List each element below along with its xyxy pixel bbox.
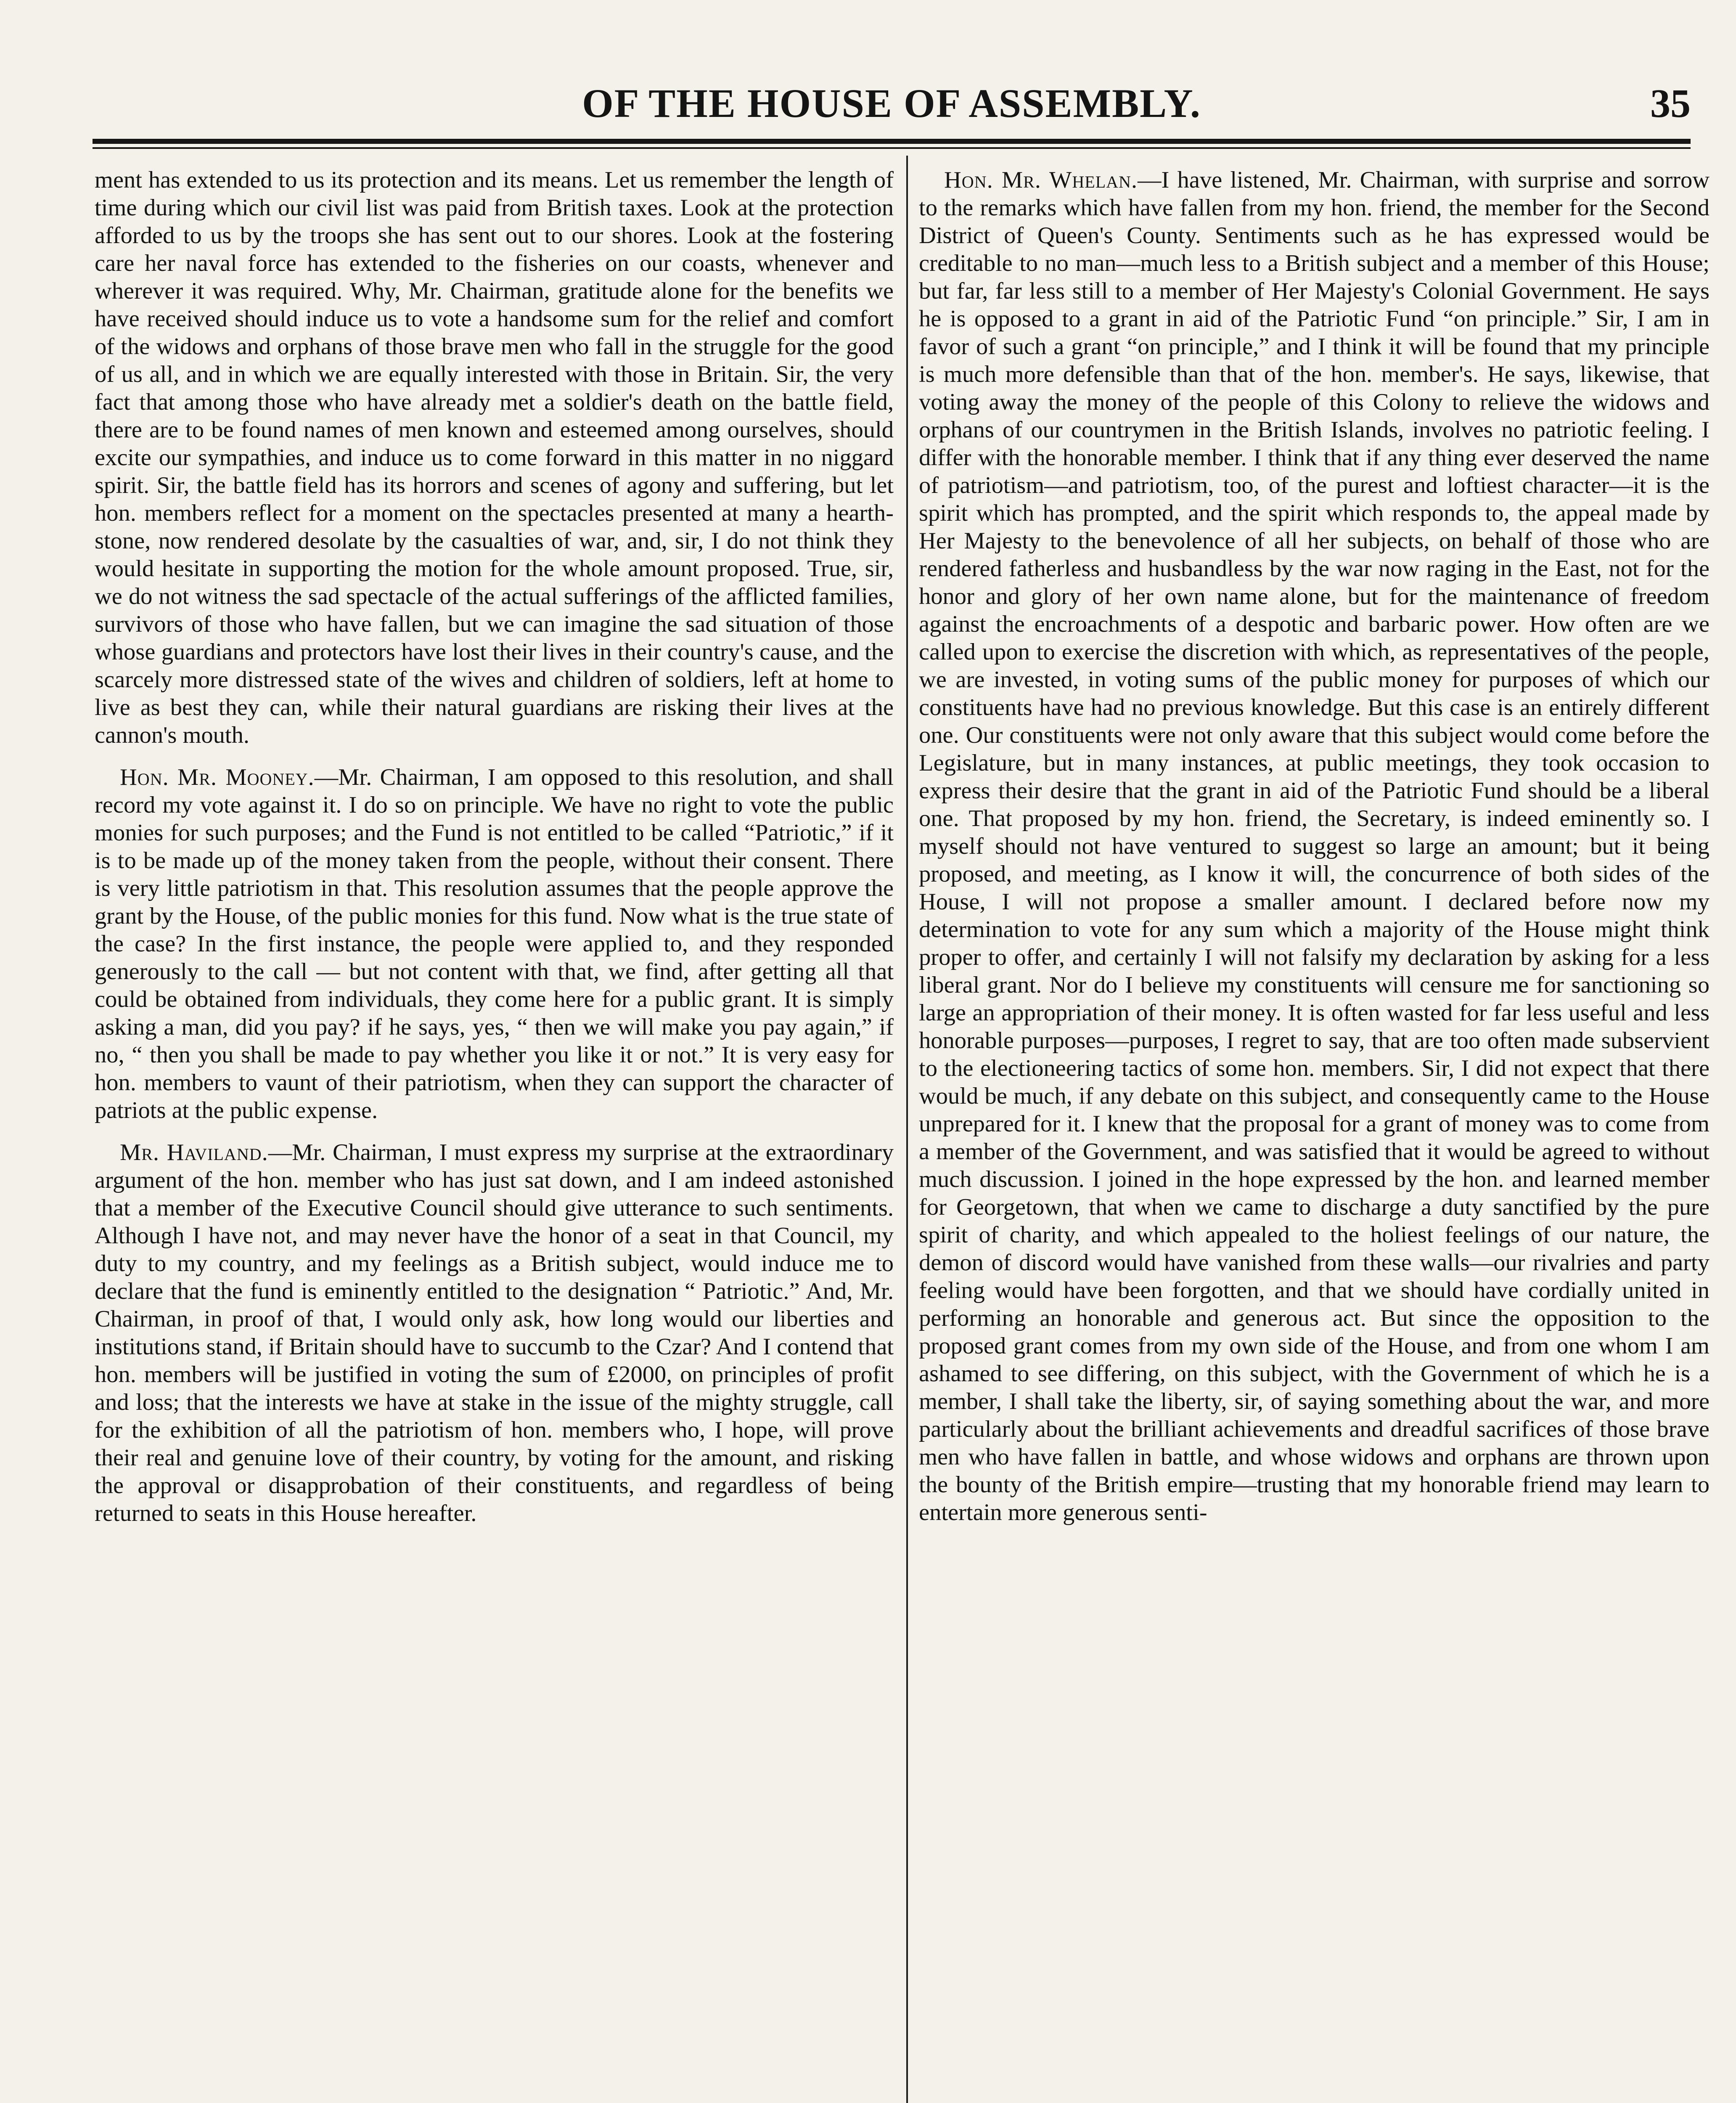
speech-mooney (95, 763, 894, 1124)
speech-whelan (919, 166, 1710, 1526)
right-column (919, 166, 1710, 2103)
continued-paragraph: ment has extended to us its protection and its means. Let us remember the length of time during which our civil list was paid from British taxes. Look at the protection afforded to us by the troops she has sent out to our shores. Look at the fostering care her naval force has extended to the fisheries on our coasts, whenever and wherever it was required. Why, Mr. Chairman, gratitude alone for the benefits we have received should induce us to vote a handsome sum for the relief and comfort of the widows and orphans of those brave men who fall in the struggle for the good of us all, and in which we are equally interested with those in Britain. Sir, the very fact that among those who have already met a soldier's death on the battle field, there are to be found names of men known and esteemed among ourselves, should excite our sympathies, and induce us to come forward in this matter in no niggard spirit. Sir, the battle field has its horrors and scenes of agony and suffering, but let hon. members reflect for a moment on the spectacles presented at many a hearth-stone, now rendered desolate by the casualties of war, and, sir, I do not think they would hesitate in supporting the motion for the whole amount proposed. True, sir, we do not witness the sad spectacle of the actual sufferings of the afflicted families, survivors of those who have fallen, but we can imagine the sad situation of those whose guardians and protectors have lost their lives in their country's cause, and the scarcely more distressed state of the wives and children of soldiers, left at home to live as best they can, while their natural guardians are risking their lives at the cannon's mouth. (95, 167, 894, 748)
speech-text: —I have listened, Mr. Chairman, with surprise and sorrow to the remarks which have fallen from my hon. friend, the member for the Second District of Queen's County. Sentiments such as he has expressed would be creditable to no man—much less to a British subject and a member of this House; but far, far less still to a member of Her Majesty's Colonial Government. He says he is opposed to a grant in aid of the Patriotic Fund “on principle.” Sir, I am in favor of such a grant “on principle,” and I think it will be found that my principle is much more defensible than that of the hon. member's. He says, likewise, that voting away the money of the people of this Colony to relieve the widows and orphans of our countrymen in the British Islands, involves no patriotic feeling. I differ with the honorable member. I think that if any thing ever deserved the name of patriotism—and patriotism, too, of the purest and loftiest character—it is the spirit which has prompted, and the spirit which responds to, the appeal made by Her Majesty to the benevolence of all her subjects, on behalf of those who are rendered fatherless and husbandless by the war now raging in the East, not for the honor and glory of her own name alone, but for the maintenance of freedom against the encroachments of a despotic and barbaric power. How often are we called upon to exercise the discretion with which, as representatives of the people, we are invested, in voting sums of the public money for purposes of which our constituents have had no previous knowledge. But this case is an entirely different one. Our constituents were not only aware that this subject would come before the Legislature, but in many instances, at public meetings, they took occasion to express their desire that the grant in aid of the Patriotic Fund should be a liberal one. That proposed by my hon. friend, the Secretary, is indeed eminently so. I myself should not have ventured to suggest so large an amount; but it being proposed, and meeting, as I know it will, the concurrence of both sides of the House, I will not propose a smaller amount. I declared before now my determination to vote for any sum which a majority of the House might think proper to offer, and certainly I will not falsify my declaration by asking for a less liberal grant. Nor do I believe my constituents will censure me for sanctioning so large an appropriation of their money. It is often wasted for far less useful and less honorable purposes—purposes, I regret to say, that are too often made subservient to the electioneering tactics of some hon. members. Sir, I did not expect that there would be much, if any debate on this subject, and consequently came to the House unprepared for it. I knew that the proposal for a grant of money was to come from a member of the Government, and was satisfied that it would be agreed to without much discussion. I joined in the hope expressed by the hon. and learned member for Georgetown, that when we came to discharge a duty sanctified by the pure spirit of charity, and which appealed to the holiest feelings of our nature, the demon of discord would have vanished from these walls—our rivalries and party feeling would have been forgotten, and that we should have cordially united in performing an honorable and generous act. But since the opposition to the proposed grant comes from my own side of the House, and from one whom I am ashamed to see differing, on this subject, with the Government of which he is a member, I shall take the liberty, sir, of saying something about the war, and more particularly about the brilliant achievements and dreadful sacrifices of those brave men who have fallen in battle, and whose widows and orphans are thrown upon the bounty of the British empire—trusting that my honorable friend may learn to entertain more generous senti- (919, 167, 1710, 1526)
speaker-name: Mr. Haviland. (120, 1139, 268, 1165)
speaker-name: Hon. Mr. Mooney. (120, 764, 315, 790)
page-header (93, 80, 1691, 135)
page-number: 35 (1650, 81, 1691, 126)
column-divider (906, 156, 908, 2103)
header-rule (93, 139, 1691, 144)
speech-haviland (95, 1139, 894, 1527)
speaker-name: Hon. Mr. Whelan. (944, 167, 1138, 193)
header-rule-thin (93, 147, 1691, 149)
running-title: OF THE HOUSE OF ASSEMBLY. (582, 81, 1201, 126)
left-column (95, 166, 894, 2103)
speech-text: —Mr. Chairman, I am opposed to this resolution, and shall record my vote against it. I do so on principle. We have no right to vote the public monies for such purposes; and the Fund is not entitled to be called “Patriotic,” if it is to be made up of the money taken from the people, without their consent. There is very little patriotism in that. This resolution assumes that the people approve the grant by the House, of the public monies for this fund. Now what is the true state of the case? In the first instance, the people were applied to, and they responded generously to the call — but not content with that, we find, after getting all that could be obtained from individuals, they come here for a public grant. It is simply asking a man, did you pay? if he says, yes, “ then we will make you pay again,” if no, “ then you shall be made to pay whether you like it or not.” It is very easy for hon. members to vaunt of their patriotism, when they can support the character of patriots at the public expense. (95, 764, 894, 1123)
speech-text: —Mr. Chairman, I must express my surprise at the extraordinary argument of the hon. member who has just sat down, and I am indeed astonished that a member of the Executive Council should give utterance to such sentiments. Although I have not, and may never have the honor of a seat in that Council, my duty to my country, and my feelings as a British subject, would induce me to declare that the fund is eminently entitled to the designation “ Patriotic.” And, Mr. Chairman, in proof of that, I would only ask, how long would our liberties and institutions stand, if Britain should have to succumb to the Czar? And I contend that hon. members will be justified in voting the sum of £2000, on principles of profit and loss; that the interests we have at stake in the issue of the mighty struggle, call for the exhibition of all the patriotism of hon. members who, I hope, will prove their real and genuine love of their country, by voting for the amount, and risking the approval or disapprobation of their constituents, and regardless of being returned to seats in this House hereafter. (95, 1139, 894, 1526)
